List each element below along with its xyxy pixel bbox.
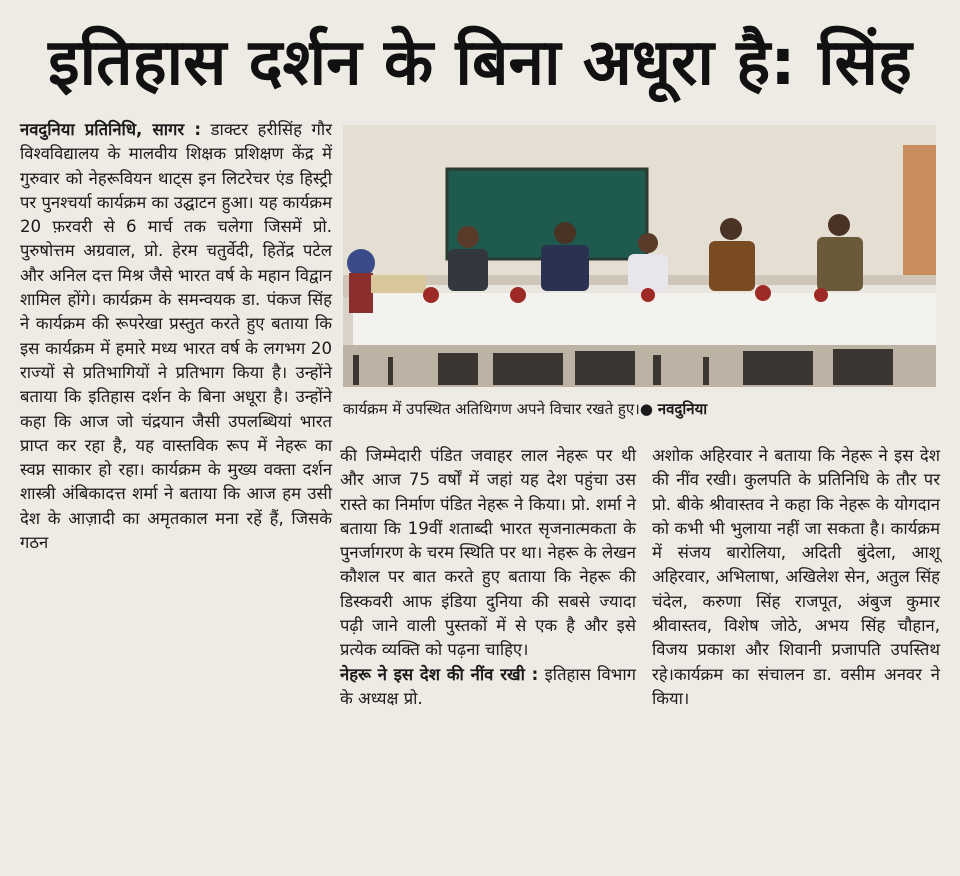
caption-text: कार्यक्रम में उपस्थित अतिथिगण अपने विचार रखते हुए। <box>343 400 640 418</box>
body-text: की जिम्मेदारी पंडित जवाहर लाल नेहरू पर थी और आज 75 वर्षों में जहां यह देश पहुंचा उस रास्ते का निर्माण पंडित नेहरू ने किया। प्रो. शर्मा ने बताया कि 19वीं शताब्दी भारत सृजनात्मकता के पुनर्जागरण के चरम स्थिति पर था। नेहरू के लेखन कौशल पर बात करते हुए बताया कि नेहरू की डिस्कवरी आफ इंडिया दुनिया की सबसे ज्यादा पढ़ी जाने वाली पुस्तकों में से एक है और इसे प्रत्येक व्यक्ति को पढ़ना चाहिए। <box>340 446 636 660</box>
body-text: इतिहास विभाग के अध्यक्ष प्रो. <box>340 664 636 708</box>
photo-illustration <box>343 125 936 387</box>
event-photo <box>343 125 936 387</box>
photo-caption <box>343 398 936 420</box>
column-text <box>20 118 332 555</box>
subheading: नेहरू ने इस देश की नींव रखी : <box>340 664 539 684</box>
photo-credit: नवदुनिया <box>657 400 708 418</box>
body-text: डाक्टर हरीसिंह गौर विश्वविद्यालय के मालवीय शिक्षक प्रशिक्षण केंद्र में गुरुवार को नेहरूवियन थाट्स इन लिटरेचर एंड हिस्ट्री पर पुनश्चर्या कार्यक्रम का उद्घाटन हुआ। यह कार्यक्रम 20 फ़रवरी से 6 मार्च तक चलेगा जिसमें प्रो. पुरुषोत्तम अग्रवाल, प्रो. हेरम चतुर्वेदी, हितेंद्र पटेल और अनिल दत्त मिश्र जैसे भारत वर्ष के महान विद्वान शामिल होंगे। कार्यक्रम के समन्वयक डा. पंकज सिंह ने कार्यक्रम की रूपरेखा प्रस्तुत करते हुए बताया कि इस कार्यक्रम में हमारे मध्य भारत वर्ष के लगभग 20 राज्यों से प्रतिभागियों ने प्रतिभाग किया है। उन्होंने बताया कि इतिहास दर्शन के बिना अधूरा है। उन्होंने कहा कि आज जो चंद्रयान जैसी उपलब्धियां भारत प्राप्त कर रहा है, यह वास्तविक रूप में नेहरू का स्वप्न साकार हो रहा। कार्यक्रम के मुख्य वक्ता दर्शन शास्त्री अंबिकादत्त शर्मा ने बताया कि आज हम उसी देश के आज़ादी का अमृतकाल मना रहें हैं, जिसके गठन <box>20 120 332 553</box>
credit-marker: ● <box>639 400 653 418</box>
article-column-2 <box>340 444 636 711</box>
column-text <box>340 663 636 712</box>
article-column-3 <box>652 444 940 711</box>
article-column-1 <box>20 118 332 555</box>
headline: इतिहास दर्शन के बिना अधूरा है: सिंह <box>48 26 912 100</box>
body-text: अशोक अहिरवार ने बताया कि नेहरू ने इस देश की नींव रखी। कुलपति के प्रतिनिधि के तौर पर प्रो. बीके श्रीवास्तव ने कहा कि नेहरू के योगदान को कभी भी भुलाया नहीं जा सकता है। कार्यक्रम में संजय बारोलिया, अदिती बुंदेला, आशू अहिरवार, अभिलाषा, अखिलेश सेन, अतुल सिंह चंदेल, करुणा सिंह राजपूत, अंबुज कुमार श्रीवास्तव, विशेष जोठे, अभय सिंह चौहान, विजय प्रकाश और शिवानी प्रजापति उपस्तिथ रहे।कार्यक्रम का संचालन डा. वसीम अनवर ने किया। <box>652 446 940 708</box>
dateline: नवदुनिया प्रतिनिधि, सागर : <box>20 120 201 139</box>
